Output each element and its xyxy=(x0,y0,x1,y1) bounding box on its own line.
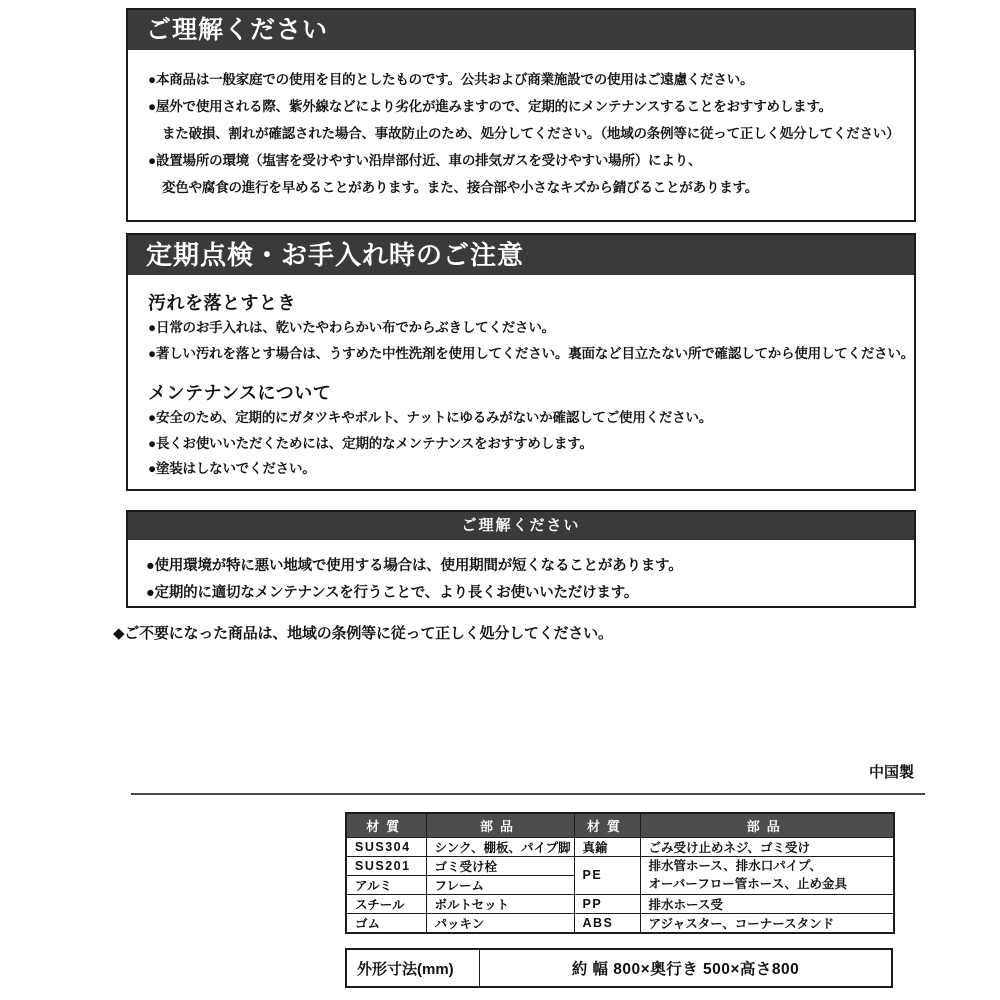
notice-line: ●設置場所の環境（塩害を受けやすい沿岸部付近、車の排気ガスを受けやすい場所）により、 xyxy=(148,153,702,168)
table-row xyxy=(346,894,894,913)
material-cell: PP xyxy=(574,894,640,913)
subsection-heading-maintenance: メンテナンスについて xyxy=(148,383,332,403)
maintenance-line: ●安全のため、定期的にガタツキやボルト、ナットにゆるみがないか確認してご使用ください。 xyxy=(148,410,713,425)
maintenance-line: ●塗装はしないでください。 xyxy=(148,461,316,476)
material-cell: ゴム xyxy=(346,913,426,933)
disposal-note: ◆ご不要になった商品は、地域の条例等に従って正しく処分してください。 xyxy=(113,625,613,642)
cleaning-line: ●日常のお手入れは、乾いたやわらかい布でからぶきしてください。 xyxy=(148,320,555,335)
notice-box-body xyxy=(128,50,914,201)
parts-cell: ごみ受け止めネジ、ゴミ受け xyxy=(640,837,894,856)
understanding-line: ●使用環境が特に悪い地域で使用する場合は、使用期間が短くなることがあります。 xyxy=(146,558,683,574)
made-in-label: 中国製 xyxy=(868,764,914,781)
table-row xyxy=(346,856,894,875)
dimensions-value: 約 幅 800×奥行き 500×高さ800 xyxy=(571,961,800,978)
notice-line-continuation: 変色や腐食の進行を早めることがあります。また、接合部や小さなキズから錆びることがあります。 xyxy=(162,180,759,195)
material-cell-merged: PE xyxy=(574,856,640,894)
parts-cell: フレーム xyxy=(426,875,574,894)
notice-box-title-bar xyxy=(128,10,914,50)
subsection-heading-cleaning: 汚れを落とすとき xyxy=(148,293,296,313)
header-material-right: 材質 xyxy=(574,813,640,837)
maintenance-box-title-bar xyxy=(128,235,914,275)
parts-cell: シンク、棚板、パイプ脚 xyxy=(426,837,574,856)
notice-box-understanding xyxy=(126,8,916,222)
notice-line: ●本商品は一般家庭での使用を目的としたものです。公共および商業施設での使用はご遠慮ください。 xyxy=(148,72,754,87)
parts-line: 排水管ホース、排水口パイプ、 xyxy=(648,859,822,873)
parts-cell: ゴミ受け栓 xyxy=(426,856,574,875)
parts-cell-merged xyxy=(640,856,894,894)
dimensions-label: 外形寸法(mm) xyxy=(347,950,480,986)
understanding-box-body xyxy=(128,540,914,607)
table-row xyxy=(346,913,894,933)
materials-table xyxy=(345,812,895,934)
dimensions-table xyxy=(345,948,893,988)
parts-cell: 排水ホース受 xyxy=(640,894,894,913)
header-parts-right: 部品 xyxy=(640,813,894,837)
parts-cell: アジャスター、コーナースタンド xyxy=(640,913,894,933)
material-cell: 真鍮 xyxy=(574,837,640,856)
material-cell: SUS304 xyxy=(346,837,426,856)
parts-line: オーバーフロー管ホース、止め金具 xyxy=(648,877,848,891)
parts-cell: パッキン xyxy=(426,913,574,933)
material-cell: SUS201 xyxy=(346,856,426,875)
materials-table-header-row xyxy=(346,813,894,837)
cleaning-line: ●著しい汚れを落とす場合は、うすめた中性洗剤を使用してください。裏面など目立たない所で確認してから使用してください。 xyxy=(148,345,915,361)
material-cell: スチール xyxy=(346,894,426,913)
understanding-box-small xyxy=(126,510,916,608)
understanding-box-title: ご理解ください xyxy=(461,517,581,534)
maintenance-box-body xyxy=(128,275,914,482)
notice-line-continuation: また破損、割れが確認された場合、事故防止のため、処分してください。（地域の条例等に従って正しく処分してください） xyxy=(162,126,900,141)
maintenance-line: ●長くお使いいただくためには、定期的なメンテナンスをおすすめします。 xyxy=(148,435,593,451)
material-cell: ABS xyxy=(574,913,640,933)
separator-line xyxy=(131,793,925,795)
understanding-box-title-bar xyxy=(128,512,914,540)
material-cell: アルミ xyxy=(346,875,426,894)
header-parts-left: 部品 xyxy=(426,813,574,837)
maintenance-box-title: 定期点検・お手入れ時のご注意 xyxy=(146,240,525,270)
header-material-left: 材質 xyxy=(346,813,426,837)
notice-line: ●屋外で使用される際、紫外線などにより劣化が進みますので、定期的にメンテナンスすることをおすすめします。 xyxy=(148,99,832,114)
parts-cell: ボルトセット xyxy=(426,894,574,913)
notice-box-title: ご理解ください xyxy=(146,16,329,44)
understanding-line: ●定期的に適切なメンテナンスを行うことで、より長くお使いいただけます。 xyxy=(146,585,639,601)
maintenance-caution-box xyxy=(126,233,916,491)
table-row xyxy=(346,837,894,856)
